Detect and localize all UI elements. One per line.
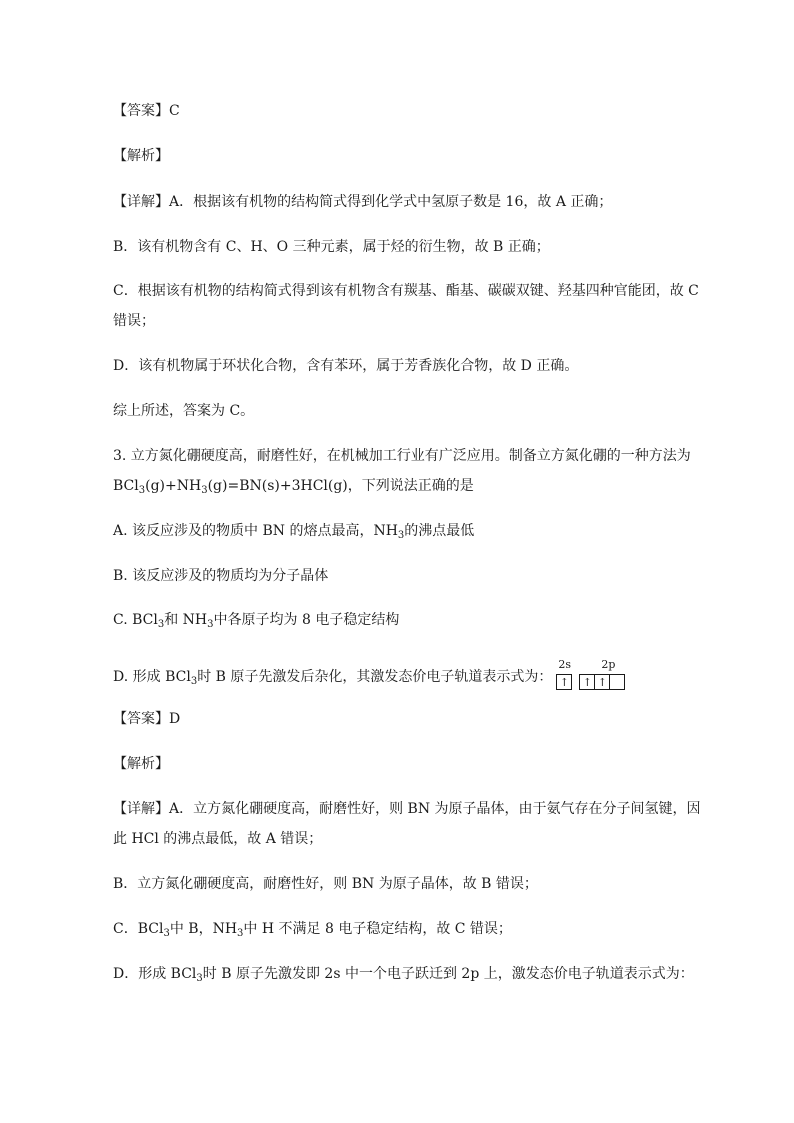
q3-reaction-equation <box>113 476 474 501</box>
option-subscript: 3 <box>190 676 198 687</box>
q3-stem-line1: 3. 立方氮化硼硬度高，耐磨性好，在机械加工行业有广泛应用。制备立方氮化硼的一种方法为 <box>113 448 691 464</box>
detail-text: 中 B，NH <box>169 921 238 937</box>
q2-detail-d: D．该有机物属于环状化合物，含有苯环，属于芳香族化合物，故 D 正确。 <box>113 358 579 374</box>
orbital-box-2p-2: ↑ <box>594 674 610 690</box>
detail-text: 中 H 不满足 8 电子稳定结构，故 C 错误； <box>243 921 512 937</box>
q3-detail-a-line1 <box>113 799 701 819</box>
equation-text: (g)=BN(s)+3HCl(g)，下列说法正确的是 <box>207 478 474 494</box>
detail-text: A．立方氮化硼硬度高，耐磨性好，则 BN 为原子晶体，由于氨气存在分子间氢键，因 <box>169 801 701 817</box>
q2-detail-b: B．该有机物含有 C、H、O 三种元素，属于烃的衍生物，故 B 正确； <box>113 239 550 255</box>
q3-detail-d <box>113 964 694 989</box>
q3-detail-c <box>113 919 512 944</box>
q2-detail-a <box>113 192 612 212</box>
answer-value: C <box>169 103 180 119</box>
equation-text: BCl <box>113 478 139 494</box>
answer-label: 【答案】 <box>113 711 169 727</box>
equation-text: (g)+NH <box>145 478 202 494</box>
detail-text: 时 B 原子先激发即 2s 中一个电子跃迁到 2p 上，激发态价电子轨道表示式为： <box>202 966 694 982</box>
option-text: D. 形成 BCl <box>113 669 191 685</box>
q3-detail-a-line2: 此 HCl 的沸点最低，故 A 错误； <box>113 831 323 847</box>
detail-subscript: 3 <box>163 928 170 939</box>
q2-answer-line <box>113 101 180 121</box>
detail-label: 【详解】 <box>113 194 169 210</box>
equation-subscript: 3 <box>201 485 208 496</box>
q2-detail-c-line1: C．根据该有机物的结构简式得到该有机物含有羰基、酯基、碳碳双键、羟基四种官能团，故 C <box>113 283 699 299</box>
option-text: 时 B 原子先激发后杂化，其激发态价电子轨道表示式为： <box>197 669 553 685</box>
q3-detail-b: B．立方氮化硼硬度高，耐磨性好，则 BN 为原子晶体，故 B 错误； <box>113 876 538 892</box>
q2-summary: 综上所述，答案为 C。 <box>113 403 255 419</box>
option-subscript: 3 <box>397 530 405 541</box>
option-text: 的沸点最低 <box>404 523 475 539</box>
q3-option-c <box>113 610 399 635</box>
answer-label: 【答案】 <box>113 103 169 119</box>
q3-option-a <box>113 521 474 546</box>
option-text: A. 该反应涉及的物质中 BN 的熔点最高，NH <box>113 523 398 539</box>
q3-option-b: B. 该反应涉及的物质均为分子晶体 <box>113 568 329 584</box>
answer-value: D <box>169 711 181 727</box>
detail-text: A．根据该有机物的结构简式得到化学式中氢原子数是 16，故 A 正确； <box>169 194 613 210</box>
option-subscript: 3 <box>157 619 165 630</box>
q3-answer-line <box>113 709 180 729</box>
detail-text: D．形成 BCl <box>113 966 197 982</box>
option-text: 和 NH <box>164 612 208 628</box>
q2-analysis-title: 【解析】 <box>113 148 169 164</box>
orbital-box-2p-1: ↑ <box>579 674 595 690</box>
q3-analysis-title: 【解析】 <box>113 756 169 772</box>
option-text: 中各原子均为 8 电子稳定结构 <box>213 612 400 628</box>
orbital-label-2p: 2p <box>601 658 616 671</box>
orbital-box-2s: ↑ <box>556 674 572 690</box>
q2-detail-c-line2: 错误； <box>113 313 155 329</box>
detail-subscript: 3 <box>237 928 244 939</box>
option-subscript: 3 <box>207 619 214 630</box>
option-text: C. BCl <box>113 612 158 628</box>
q3-option-d <box>113 659 636 693</box>
orbital-label-2s: 2s <box>558 658 572 671</box>
detail-subscript: 3 <box>196 973 203 984</box>
detail-text: C．BCl <box>113 921 164 937</box>
equation-subscript: 3 <box>138 485 146 496</box>
orbital-box-2p-3 <box>609 674 625 690</box>
orbital-diagram <box>554 659 636 693</box>
detail-label: 【详解】 <box>113 801 169 817</box>
